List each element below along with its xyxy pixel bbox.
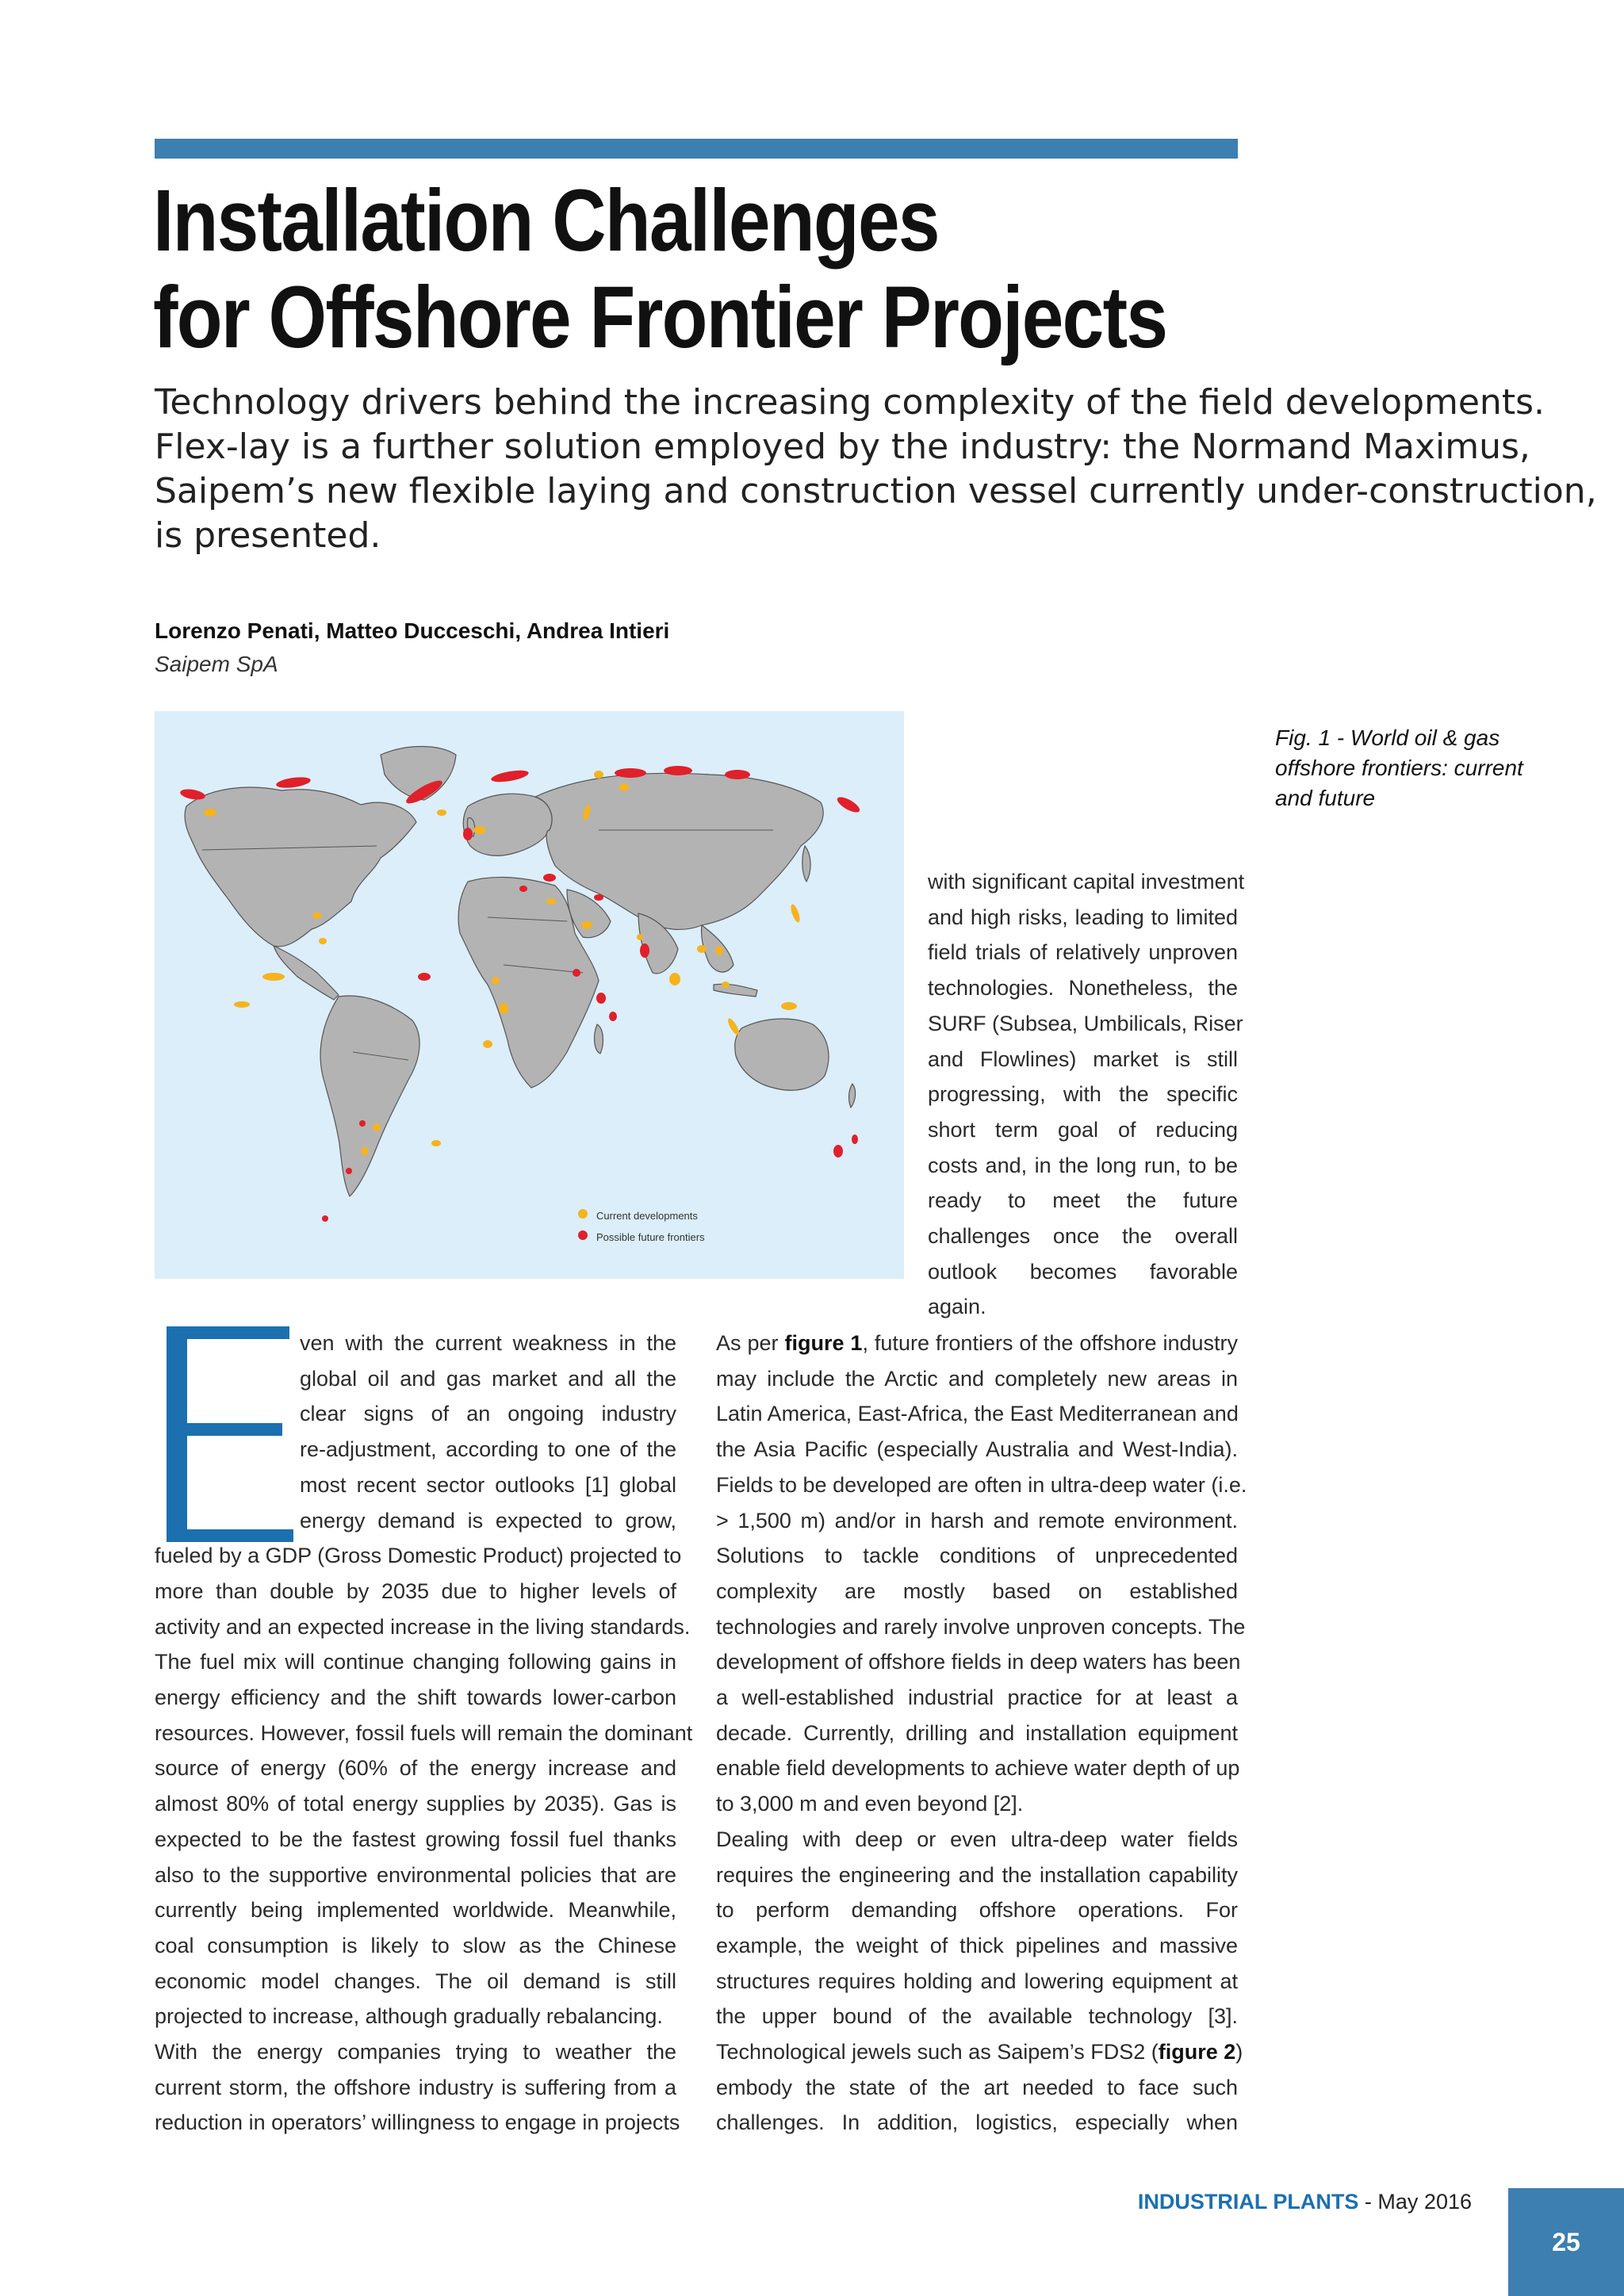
text-line: challenges. In addition, logistics, especially when	[716, 2110, 1238, 2135]
text-line: technologies. Nonetheless, the	[928, 976, 1238, 1001]
text-line: Solutions to tackle conditions of unprecedented	[716, 1544, 1238, 1568]
text-line: progressing, with the specific	[928, 1082, 1238, 1107]
text-line: and Flowlines) market is still	[928, 1047, 1238, 1071]
page-number: 25	[1508, 2188, 1624, 2296]
title-line: Installation Challenges	[153, 172, 939, 270]
text-line: also to the supportive environmental policies that are	[155, 1862, 676, 1887]
text-line: re-adjustment, according to one of the	[300, 1437, 676, 1462]
text-fragment: )	[1235, 2040, 1243, 2064]
text-line: Latin America, East-Africa, the East Mediterranean and	[716, 1402, 1239, 1426]
caption-line: offshore frontiers: current	[1275, 756, 1523, 780]
text-line: decade. Currently, drilling and installation equipment	[716, 1720, 1238, 1745]
text-line: example, the weight of thick pipelines and massive	[716, 1933, 1238, 1957]
publication-name: INDUSTRIAL PLANTS	[1137, 2190, 1359, 2214]
text-line: projected to increase, although gradually rebalancing.	[155, 2004, 663, 2029]
title-line: for Offshore Frontier Projects	[153, 269, 1167, 366]
text-line: ven with the current weakness in the	[300, 1331, 676, 1355]
deck-line: is presented.	[155, 515, 381, 556]
text-line: enable field developments to achieve water depth of up	[716, 1756, 1240, 1781]
text-line: reduction in operators’ willingness to engage in projects	[155, 2110, 680, 2135]
text-line: and high risks, leading to limited	[928, 905, 1238, 929]
text-line: outlook becomes favorable	[928, 1259, 1238, 1284]
deck-line: Technology drivers behind the increasing complexity of the field developments.	[155, 382, 1545, 423]
text-line: to 3,000 m and even beyond [2].	[716, 1792, 1024, 1816]
text-line: currently being implemented worldwide. Meanwhile,	[155, 1898, 676, 1923]
deck-line: Saipem’s new flexible laying and construction vessel currently under-construction,	[155, 471, 1597, 511]
text-line: structures requires holding and lowering equipment at	[716, 1969, 1238, 1993]
text-line: technologies and rarely involve unproven concepts. The	[716, 1614, 1246, 1639]
text-line: the Asia Pacific (especially Australia and West-India).	[716, 1437, 1238, 1462]
world-map-figure	[155, 711, 904, 1279]
text-line: may include the Arctic and completely new areas in	[716, 1366, 1238, 1391]
text-line: again.	[928, 1295, 986, 1319]
text-column-left	[155, 1326, 693, 2141]
text-line: activity and an expected increase in the living standards.	[155, 1614, 691, 1639]
legend-label-current: Current developments	[596, 1210, 698, 1222]
issue-date: - May 2016	[1358, 2190, 1472, 2214]
text-line: more than double by 2035 due to higher levels of	[155, 1578, 676, 1603]
article-deck	[155, 381, 1597, 558]
text-line: short term goal of reducing	[928, 1117, 1238, 1142]
text-line: fueled by a GDP (Gross Domestic Product) projected to	[155, 1544, 682, 1568]
text-line: to perform demanding offshore operations. For	[716, 1898, 1238, 1923]
text-line: coal consumption is likely to slow as the Chinese	[155, 1933, 676, 1957]
text-line: source of energy (60% of the energy increase and	[155, 1756, 676, 1781]
text-line: a well-established industrial practice for at least a	[716, 1686, 1238, 1710]
text-line: costs and, in the long run, to be	[928, 1153, 1238, 1177]
title-rule	[155, 139, 1238, 159]
legend-label-future: Possible future frontiers	[596, 1231, 705, 1243]
text-line: energy efficiency and the shift towards lower-carbon	[155, 1686, 676, 1710]
text-line: most recent sector outlooks [1] global	[300, 1472, 676, 1497]
text-line: global oil and gas market and all the	[300, 1366, 676, 1391]
text-line: SURF (Subsea, Umbilicals, Riser	[928, 1011, 1243, 1035]
world-map	[155, 711, 904, 1279]
text-line: field trials of relatively unproven	[928, 940, 1238, 965]
article-title	[153, 173, 1176, 366]
text-fragment: As per	[716, 1331, 785, 1355]
text-line: current storm, the offshore industry is suffering from a	[155, 2075, 676, 2099]
text-line: expected to be the fastest growing fossil fuel thanks	[155, 1827, 676, 1851]
deck-line: Flex-lay is a further solution employed by the industry: the Normand Maximus,	[155, 427, 1530, 467]
text-line: clear signs of an ongoing industry	[300, 1402, 676, 1426]
author-affiliation: Saipem SpA	[155, 652, 278, 676]
author-list: Lorenzo Penati, Matteo Ducceschi, Andrea Intieri	[155, 618, 670, 643]
text-line: development of offshore fields in deep waters has been	[716, 1650, 1241, 1674]
text-line: With the energy companies trying to weather the	[155, 2040, 676, 2064]
text-line	[716, 2034, 1243, 2070]
text-line: complexity are mostly based on established	[716, 1578, 1238, 1603]
text-line: ready to meet the future	[928, 1188, 1238, 1213]
text-line: embody the state of the art needed to face such	[716, 2075, 1238, 2099]
text-line: the upper bound of the available technology [3].	[716, 2004, 1238, 2029]
figure-caption	[1275, 723, 1592, 813]
text-line: economic model changes. The oil demand is still	[155, 1969, 676, 1993]
text-line: with significant capital investment	[928, 870, 1245, 894]
text-fragment: , future frontiers of the offshore industry	[862, 1331, 1238, 1355]
page-footer	[1138, 2190, 1472, 2214]
map-legend-labels	[596, 1205, 705, 1248]
text-line: almost 80% of total energy supplies by 2035). Gas is	[155, 1792, 676, 1816]
figure-1-reference: figure 1	[784, 1331, 863, 1355]
text-line: challenges once the overall	[928, 1224, 1238, 1249]
text-line: The fuel mix will continue changing following gains in	[155, 1650, 676, 1674]
text-line: > 1,500 m) and/or in harsh and remote environment.	[716, 1508, 1238, 1533]
text-fragment: Technological jewels such as Saipem’s FDS2 (	[716, 2040, 1159, 2064]
text-line: requires the engineering and the installation capability	[716, 1862, 1238, 1887]
caption-line: Fig. 1 - World oil & gas	[1275, 725, 1500, 750]
text-line: resources. However, fossil fuels will remain the dominant	[155, 1720, 693, 1745]
text-line: Dealing with deep or even ultra-deep water fields	[716, 1827, 1238, 1851]
text-line: energy demand is expected to grow,	[300, 1508, 676, 1533]
text-line: Fields to be developed are often in ultra-deep water (i.e.	[716, 1472, 1247, 1497]
figure-2-reference: figure 2	[1158, 2040, 1236, 2064]
text-column-right	[716, 1326, 1247, 2141]
text-line	[716, 1326, 1238, 1361]
caption-line: and future	[1275, 786, 1376, 810]
text-column-beside-figure	[928, 864, 1245, 1325]
